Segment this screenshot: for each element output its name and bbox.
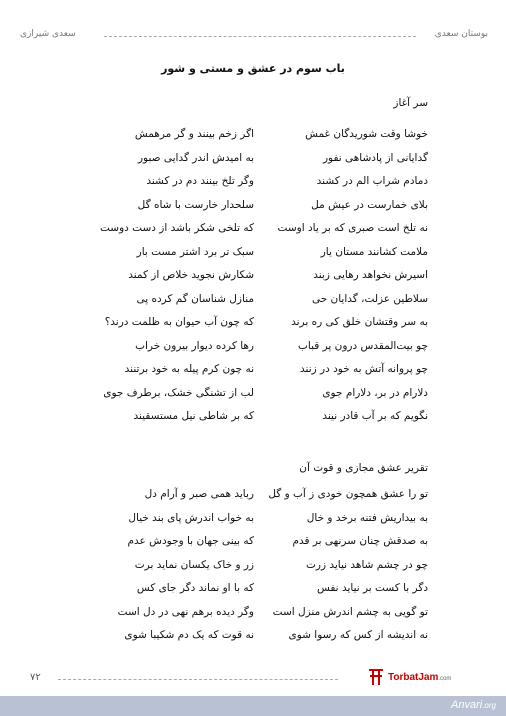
watermark-tld: .org [482, 701, 496, 710]
verse-second-hemistich: اگر زخم بینند و گر مرهمش [134, 128, 254, 140]
header-divider [104, 36, 416, 37]
verse-second-hemistich: زر و خاک یکسان نماید برت [134, 558, 254, 571]
verse-first-hemistich: تو را عشق همچون خودی ز آب و گل [268, 488, 428, 500]
watermark-name: Anvari [451, 699, 483, 711]
verse-row [0, 512, 506, 530]
verse-first-hemistich: دمادم شراب الم در کشند [316, 175, 428, 187]
chapter-title: باب سوم در عشق و مستی و شور [161, 62, 345, 75]
verse-first-hemistich: تو گویی به چشم اندرش منزل است [272, 605, 428, 618]
verse-first-hemistich: به صدقش چنان سرنهی بر قدم [292, 535, 428, 547]
verse-second-hemistich: رباید همی صبر و آرام دل [144, 488, 254, 500]
verse-first-hemistich: نه اندیشه از کس که رسوا شوی [288, 629, 428, 641]
verse-first-hemistich: دلارام در بر، دلارام جوی [322, 386, 428, 399]
verse-row [0, 606, 506, 624]
verse-row [0, 246, 506, 264]
verse-row [0, 582, 506, 600]
verse-first-hemistich: خوشا وقت شوریدگان غمش [305, 128, 428, 140]
verse-first-hemistich: چو در چشم شاهد نیاید زرت [306, 558, 428, 571]
verse-second-hemistich: سلحدار خارست با شاه گل [137, 198, 254, 211]
verse-row [0, 488, 506, 506]
watermark-bar [0, 696, 506, 716]
verse-second-hemistich: وگر دیده برهم نهی در دل است [117, 605, 254, 618]
verse-second-hemistich: رها کرده دیوار بیرون خراب [135, 339, 254, 352]
verse-second-hemistich: که بینی جهان با وجودش عدم [127, 535, 254, 547]
site-logo[interactable] [368, 668, 468, 688]
verse-second-hemistich: به امیدش اندر گدایی صبور [137, 151, 254, 164]
verse-second-hemistich: به خواب اندرش پای بند خیال [128, 511, 254, 524]
verse-row [0, 629, 506, 647]
header-book-title: بوستان سعدی [434, 29, 488, 39]
verse-row [0, 128, 506, 146]
verse-second-hemistich: منازل شناسان گم کرده پی [136, 292, 254, 305]
verse-row [0, 410, 506, 428]
verse-first-hemistich: نه تلخ است صبری که بر یاد اوست [277, 222, 428, 234]
verse-second-hemistich: شکارش نجوید خلاص از کمند [128, 269, 254, 281]
verse-first-hemistich: چو پروانه آتش به خود در زنند [300, 363, 428, 375]
watermark-text [451, 699, 496, 711]
logo-domain: .com [438, 676, 452, 682]
verse-second-hemistich: لب از تشنگی خشک، برطرف جوی [103, 386, 254, 399]
verse-second-hemistich: که تلخی شکر باشد از دست دوست [99, 222, 254, 234]
verse-second-hemistich: نه چون کرم پیله به خود برتنند [124, 363, 254, 375]
verse-row [0, 152, 506, 170]
verse-row [0, 535, 506, 553]
verse-second-hemistich: که بر شاطی نیل مستسقیند [133, 410, 254, 422]
verse-first-hemistich: اسیرش نخواهد رهایی زبند [313, 269, 428, 281]
verse-second-hemistich: که چون آب حیوان به ظلمت درند؟ [104, 316, 254, 328]
verse-first-hemistich: به سر وقتشان خلق کی ره برند [291, 316, 428, 328]
verse-row [0, 293, 506, 311]
verse-row [0, 363, 506, 381]
verse-second-hemistich: که با او نماند دگر جای کس [136, 582, 254, 594]
verse-row [0, 340, 506, 358]
verse-row [0, 387, 506, 405]
section-heading: تقریر عشق مجازی و قوت آن [299, 462, 428, 474]
logo-mark-icon [368, 668, 384, 686]
verse-row [0, 175, 506, 193]
verse-row [0, 199, 506, 217]
verse-row [0, 559, 506, 577]
verse-row [0, 222, 506, 240]
verse-first-hemistich: گدایانی از پادشاهی نفور [322, 151, 428, 164]
page-number: ٧٢ [30, 672, 41, 683]
verse-first-hemistich: دگر با کست بر نیاید نفس [316, 582, 428, 594]
logo-text [388, 672, 451, 683]
verse-first-hemistich: نگویم که بر آب قادر نیند [322, 410, 428, 422]
verse-first-hemistich: ملامت کشانند مستان یار [320, 245, 428, 258]
verse-first-hemistich: چو بیت‌المقدس درون پر قباب [297, 339, 428, 352]
section-heading: سر آغاز [393, 97, 428, 109]
footer-divider [58, 679, 338, 680]
verse-first-hemistich: به بیداریش فتنه برخد و خال [306, 511, 428, 524]
verse-row [0, 316, 506, 334]
verse-second-hemistich: سبک تر برد اشتر مست بار [136, 245, 254, 258]
verse-second-hemistich: وگر تلخ بینند دم در کشند [146, 175, 254, 187]
header-poet-name: سعدی شیرازی [20, 29, 76, 39]
verse-row [0, 269, 506, 287]
logo-name: TorbatJam [388, 672, 439, 683]
verse-second-hemistich: نه قوت که یک دم شکیبا شوی [124, 629, 254, 641]
verse-first-hemistich: بلای خمارست در عیش مل [311, 198, 428, 211]
verse-first-hemistich: سلاطین عزلت، گدایان حی [311, 292, 428, 305]
